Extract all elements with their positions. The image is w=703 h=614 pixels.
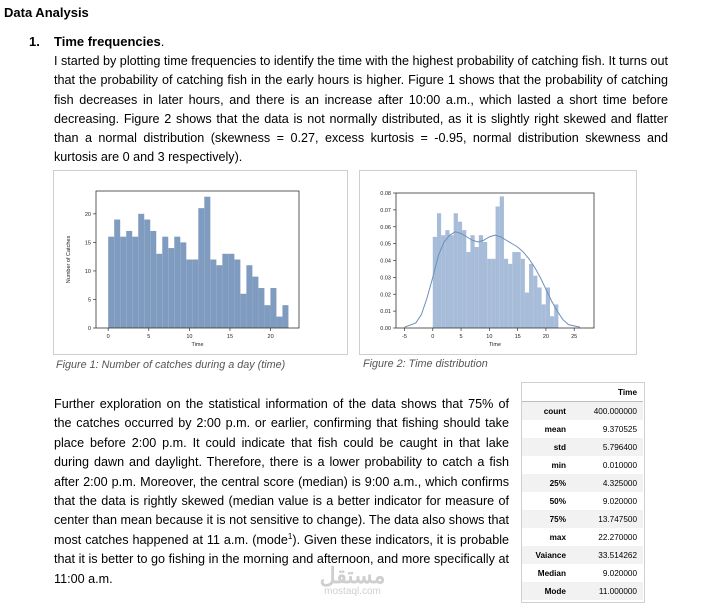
- document-heading: Data Analysis: [4, 5, 89, 20]
- x-tick-label: 25: [571, 334, 578, 340]
- histogram-bar: [450, 235, 454, 328]
- statistics-table-row: [522, 474, 643, 492]
- y-tick-label: 0.06: [380, 224, 391, 231]
- paragraph-statistics-main: Further exploration on the statistical information of the data shows that 75% of the catches occurred by 2:00 p.m. or earlier, confirming that fishing should take place before 2:00 p.m. It could indicate that fish could be caught in that lake during dawn and daylight. Therefore, there is a lower probability to catch a fish after 2:00 p.m. Moreover, the central score (median) is 9:00 a.m., which confirms that the data is rightly skewed (median value is a better indicator for measure of center than mean because it is not sensitive to change). The data also shows that most catches happened at 11 a.m. (mode: [54, 397, 509, 547]
- x-tick-label: 10: [186, 334, 193, 340]
- histogram-bar: [491, 259, 495, 328]
- histogram-bar: [504, 259, 508, 328]
- histogram-bar: [550, 316, 554, 328]
- histogram-bar: [462, 230, 466, 328]
- histogram-bar: [433, 237, 437, 328]
- histogram-bar: [276, 317, 282, 328]
- histogram-bar: [204, 197, 210, 328]
- mostaql-watermark: [305, 565, 400, 597]
- y-tick-label: 0.04: [380, 258, 391, 265]
- y-tick-label: 0.00: [380, 326, 391, 332]
- statistics-table-row: [522, 546, 643, 564]
- histogram-bar: [216, 265, 222, 328]
- histogram-bar: [517, 252, 521, 328]
- section-number: 1.: [29, 34, 40, 49]
- histogram-bar: [222, 254, 228, 328]
- statistic-value: 9.020000: [602, 568, 637, 578]
- histogram-bar: [533, 276, 537, 328]
- statistic-label: Vaiance: [522, 546, 572, 564]
- histogram-bar: [132, 237, 138, 328]
- statistic-value: 5.796400: [572, 438, 643, 456]
- statistic-value: 0.010000: [602, 460, 637, 470]
- statistics-table-row: [522, 456, 643, 474]
- statistic-value: 9.020000: [602, 496, 637, 506]
- y-tick-label: 0.02: [380, 292, 391, 299]
- histogram-bar: [120, 237, 126, 328]
- histogram-bar: [210, 260, 216, 329]
- histogram-bar: [445, 230, 449, 328]
- histogram-bar: [454, 213, 458, 328]
- histogram-bar: [487, 259, 491, 328]
- histogram-bar: [264, 305, 270, 328]
- paragraph-time-frequencies: I started by plotting time frequencies to identify the time with the highest probability of catching fish. It turns out that the probability of catching fish in the early hours is higher. Figure 1 shows that the probability of catching fish decreases in later hours, and there is an increase after 10:00 a.m., which lasted a short time before decreasing. Figure 2 shows that the data is not normally distributed, as it is slightly right skewed and flatter than a normal distribution (skewness = 0.27, excess kurtosis = -0.95, normal distribution skewness and kurtosis are 0 and 3 respectively).: [54, 54, 668, 165]
- x-tick-label: 20: [267, 334, 274, 340]
- histogram-bar: [542, 304, 546, 328]
- x-tick-label: 5: [147, 334, 151, 340]
- histogram-bar: [529, 264, 533, 328]
- x-tick-label: 20: [542, 334, 549, 340]
- statistics-table-row: [522, 564, 643, 582]
- histogram-bar: [475, 247, 479, 328]
- y-axis-label: Number of Catches: [66, 235, 72, 284]
- statistic-value: 33.514262: [572, 546, 643, 564]
- statistics-header-time: Time: [572, 383, 643, 402]
- section-title-suffix: .: [160, 34, 165, 49]
- y-tick-label: 5: [87, 297, 91, 304]
- y-tick-label: 0.03: [380, 275, 391, 282]
- histogram-bar: [508, 264, 512, 328]
- histogram-bar: [234, 260, 240, 329]
- x-tick-label: 15: [514, 334, 521, 340]
- watermark-latin-text: mostaql.com: [324, 586, 381, 597]
- histogram-catches-chart: [54, 171, 347, 354]
- histogram-bar: [168, 248, 174, 328]
- paragraph-statistics-tail: ). Given these indicators, it is probable that it is better to go fishing in the morning and afternoon, and more specifically at 11:00 a.m.: [54, 532, 510, 586]
- time-distribution-chart: [360, 171, 636, 354]
- statistic-label: Median: [537, 568, 566, 578]
- statistic-value: 400.000000: [572, 402, 643, 421]
- histogram-bar: [180, 242, 186, 328]
- histogram-bar: [192, 260, 198, 329]
- histogram-bar: [458, 222, 462, 328]
- y-tick-label: 10: [84, 268, 91, 275]
- section-title: Time frequencies: [54, 34, 161, 49]
- statistic-label: max: [549, 532, 566, 542]
- figure-1: [53, 170, 348, 355]
- histogram-bar: [138, 214, 144, 328]
- y-tick-label: 0.05: [380, 241, 391, 248]
- statistic-value: 9.370525: [602, 424, 637, 434]
- statistics-table-row: [522, 402, 643, 421]
- x-tick-label: 0: [431, 334, 435, 340]
- histogram-bar: [466, 252, 470, 328]
- statistic-label: count: [522, 402, 572, 421]
- histogram-bar: [114, 220, 120, 328]
- histogram-bar: [270, 288, 276, 328]
- x-tick-label: 15: [226, 334, 234, 340]
- x-axis-label: Time: [488, 342, 502, 348]
- histogram-bar: [240, 294, 246, 328]
- figure-2-caption: Figure 2: Time distribution: [363, 358, 488, 370]
- histogram-bar: [126, 231, 132, 328]
- watermark-arabic-text: مستقل: [319, 563, 386, 588]
- figure-1-caption: Figure 1: Number of catches during a day (time): [56, 359, 286, 371]
- histogram-bar: [525, 293, 529, 328]
- statistics-table-row: [522, 528, 643, 546]
- statistics-table-header: [522, 383, 643, 402]
- statistics-table-row: [522, 438, 643, 456]
- statistic-label: std: [522, 438, 572, 456]
- statistics-table-box: [521, 382, 645, 603]
- y-tick-label: 0.01: [380, 309, 391, 316]
- histogram-bar: [258, 288, 264, 328]
- statistic-label: 75%: [522, 510, 572, 528]
- y-tick-label: 0.08: [380, 191, 391, 197]
- histogram-bar: [108, 237, 114, 328]
- histogram-bar: [496, 207, 500, 329]
- histogram-bar: [537, 288, 541, 329]
- histogram-bar: [186, 260, 192, 329]
- statistic-value: 13.747500: [572, 510, 643, 528]
- statistic-label: mean: [544, 424, 566, 434]
- histogram-bar: [252, 277, 258, 328]
- statistic-value: 11.000000: [572, 582, 643, 600]
- statistic-label: Mode: [522, 582, 572, 600]
- statistics-table-row: [522, 492, 643, 510]
- footnote-marker[interactable]: 1: [287, 531, 293, 541]
- histogram-bar: [174, 237, 180, 328]
- histogram-bar: [150, 231, 156, 328]
- histogram-bar: [282, 305, 288, 328]
- paragraph-statistics: [54, 395, 509, 589]
- y-tick-label: 0: [87, 326, 91, 332]
- statistics-table-row: [522, 582, 643, 600]
- histogram-bar: [228, 254, 234, 328]
- statistics-table: [522, 383, 643, 600]
- statistic-value: 4.325000: [572, 474, 643, 492]
- histogram-bar: [441, 235, 445, 328]
- statistic-label: 25%: [522, 474, 572, 492]
- histogram-bar: [521, 259, 525, 328]
- histogram-bar: [198, 208, 204, 328]
- histogram-bar: [246, 265, 252, 328]
- x-tick-label: 5: [459, 334, 463, 340]
- statistic-label: 50%: [549, 496, 566, 506]
- y-tick-label: 15: [84, 240, 91, 247]
- y-tick-label: 20: [84, 211, 91, 218]
- statistics-table-row: [522, 510, 643, 528]
- histogram-bar: [470, 235, 474, 328]
- histogram-bar: [479, 235, 483, 328]
- y-tick-label: 0.07: [380, 207, 391, 214]
- histogram-bar: [437, 213, 441, 328]
- statistic-value: 22.270000: [598, 532, 637, 542]
- histogram-bar: [162, 237, 168, 328]
- histogram-bar: [554, 304, 558, 328]
- x-tick-label: 0: [106, 334, 110, 340]
- x-tick-label: -5: [402, 334, 407, 340]
- statistic-label: min: [551, 460, 566, 470]
- histogram-bar: [144, 220, 150, 328]
- statistics-table-row: [522, 420, 643, 438]
- x-tick-label: 10: [486, 334, 493, 340]
- histogram-bar: [500, 196, 504, 328]
- figure-2: [359, 170, 637, 355]
- section-heading: [29, 34, 164, 49]
- x-axis-label: Time: [191, 342, 204, 348]
- histogram-bar: [483, 242, 487, 328]
- histogram-bar: [512, 252, 516, 328]
- histogram-bar: [156, 254, 162, 328]
